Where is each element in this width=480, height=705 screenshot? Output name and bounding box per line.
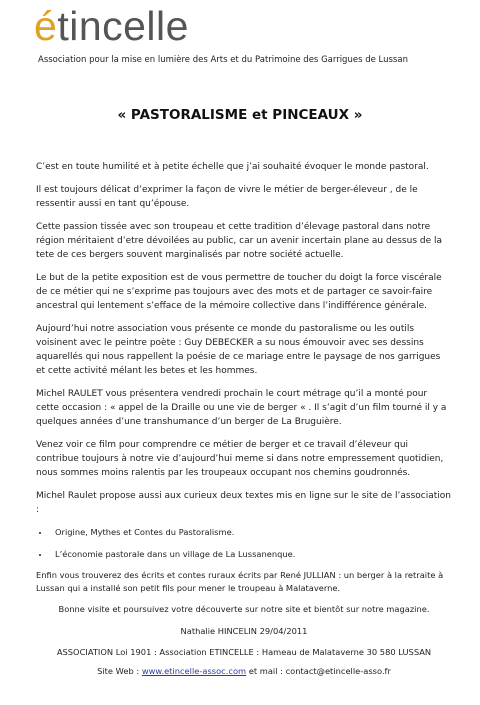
footer-contact	[36, 665, 452, 678]
paragraph-4: Le but de la petite exposition est de vous permettre de toucher du doigt la force viscérale de ce métier qui ne s’exprime pas toujours avec des mots et de partager ce savoir-faire ancestral qui lentement s’efface de la mémoire collective dans l’indifférence générale.	[36, 273, 442, 311]
list-item: • Origine, Mythes et Contes du Pastoralisme.	[50, 526, 452, 539]
logo-accent-letter: é	[34, 3, 58, 49]
paragraph-7: Venez voir ce film pour comprendre ce métier de berger et ce travail d’éleveur qui contribue toujours à notre vie d’aujourd’hui meme si dans notre empressement quotidien, nous sommes moins ralentis par les troupeaux occupant nos chemins goudronnés.	[36, 440, 444, 478]
site-label: Site Web :	[97, 665, 140, 676]
paragraph-2: Il est toujours délicat d’exprimer la façon de vivre le métier de berger-éleveur , de le ressentir aussi en tant qu’épouse.	[36, 185, 418, 209]
paragraph-6: Michel RAULET vous présentera vendredi prochain le court métrage qu’il a monté pour cette occasion : « appel de la Draille ou une vie de berger « . Il s’agit d’un film tourné il y a quelques années d’une transhumance d’un berger de La Bruguière.	[36, 389, 447, 427]
paragraph-3: Cette passion tissée avec son troupeau et cette tradition d’élevage pastoral dans notre région méritaient d’etre dévoilées au public, car un avenir incertain plane au dessus de la tete de ces bergers souvent marginalisés par notre société actuelle.	[36, 222, 442, 260]
mail-label: et mail :	[248, 665, 283, 676]
footer-address: ASSOCIATION Loi 1901 : Association ETINCELLE : Hameau de Malataverne 30 580 LUSSAN	[56, 647, 432, 657]
footer	[36, 646, 452, 677]
paragraph-1: C’est en toute humilité et à petite échelle que j’ai souhaité évoquer le monde pastoral.	[36, 162, 429, 172]
paragraph-8: Michel Raulet propose aussi aux curieux deux textes mis en ligne sur le site de l’association :	[36, 491, 451, 515]
closing-paragraph: Enfin vous trouverez des écrits et contes ruraux écrits par René JULLIAN : un berger à la retraite à Lussan qui a installé son petit fils pour mener le troupeau à Malataverne.	[36, 570, 444, 593]
etincelle-logo	[34, 3, 189, 49]
farewell-line: Bonne visite et poursuivez votre découverte sur notre site et bientôt sur notre magazine.	[58, 604, 430, 614]
website-link[interactable]: www.etincelle-assoc.com	[141, 665, 247, 676]
signature: Nathalie HINCELIN 29/04/2011	[180, 625, 308, 636]
paragraph-5: Aujourd’hui notre association vous présente ce monde du pastoralisme ou les outils voisinent avec le peintre poète : Guy DEBECKER a su nous émouvoir avec ses dessins aquarellés qui nous rappellent la poésie de ce mariage entre le paysage de nos garrigues et cette activité mélant les betes et les hommes.	[36, 324, 441, 376]
association-tagline: Association pour la mise en lumière des Arts et du Patrimoine des Garrigues de Lussan	[38, 55, 408, 65]
list-item: • L’économie pastorale dans un village de La Lussanenque.	[50, 548, 452, 561]
email-address[interactable]: contact@etincelle-asso.fr	[285, 665, 391, 676]
letter-body	[36, 160, 452, 677]
texts-list	[36, 526, 452, 560]
logo-text: tincelle	[57, 3, 189, 49]
document-title: « PASTORALISME et PINCEAUX »	[117, 107, 363, 123]
